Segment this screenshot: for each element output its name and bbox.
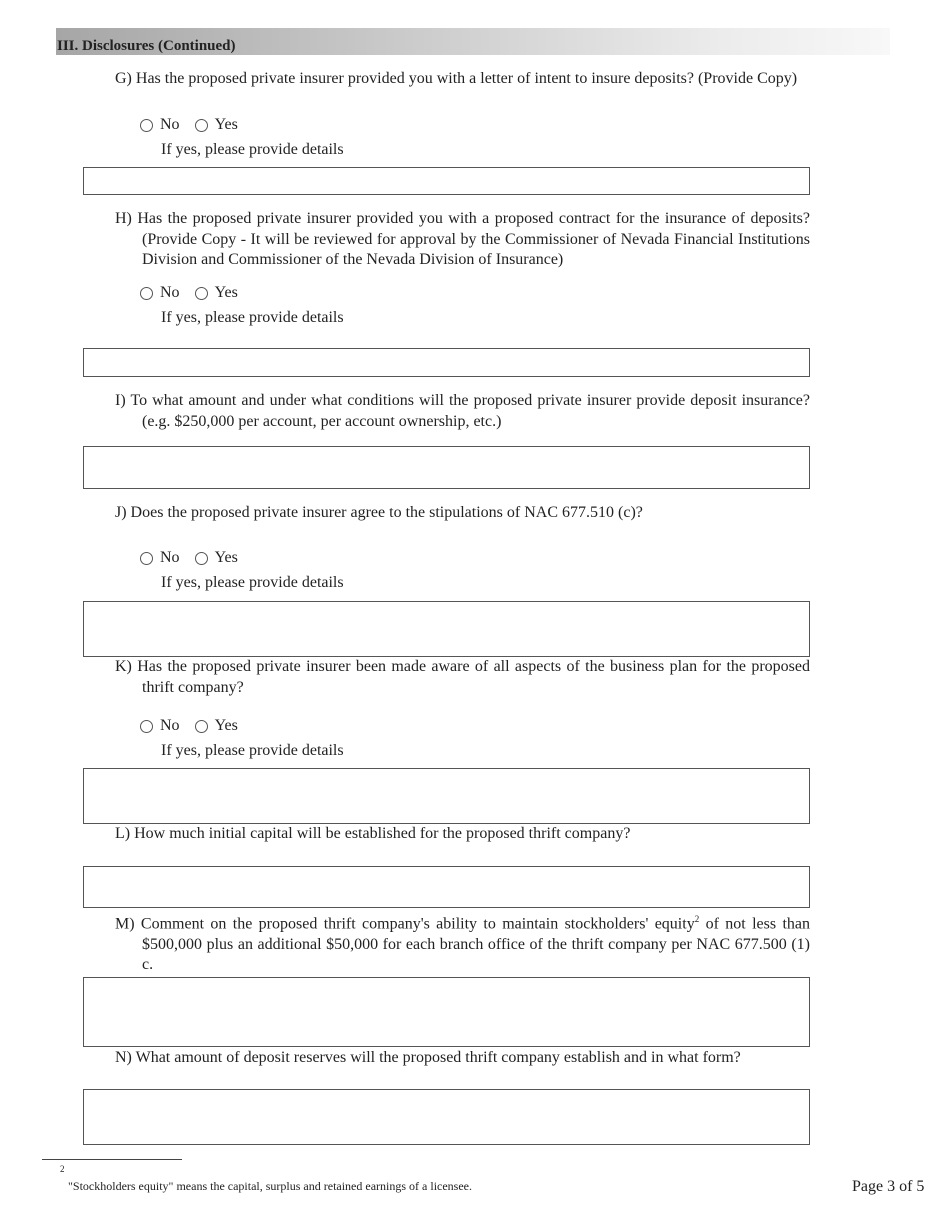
question-k-details-label: If yes, please provide details — [161, 742, 344, 759]
question-g-yes-radio[interactable] — [195, 119, 208, 132]
section-title: III. Disclosures (Continued) — [57, 38, 236, 54]
question-m-answer-field[interactable] — [83, 977, 810, 1047]
question-h: H) Has the proposed private insurer provided you with a proposed contract for the insurance of deposits? (Provide Copy - It will be reviewed for approval by the Commissioner of Nevada Financial Institutions Division and Commissioner of the Nevada Division of Insurance) — [115, 210, 810, 268]
radio-yes-label: Yes — [214, 116, 238, 133]
question-h-details-label: If yes, please provide details — [161, 309, 344, 326]
footnote-reference: 2 — [694, 914, 700, 924]
question-j-no-radio[interactable] — [140, 552, 153, 565]
question-k-radio-group — [140, 716, 253, 736]
question-h-yes-radio[interactable] — [195, 287, 208, 300]
radio-no-label: No — [160, 717, 180, 734]
question-g-details-field[interactable] — [83, 167, 810, 195]
question-i-answer-field[interactable] — [83, 446, 810, 489]
radio-yes-label: Yes — [214, 284, 238, 301]
radio-yes-label: Yes — [214, 717, 238, 734]
question-j-details-field[interactable] — [83, 601, 810, 657]
question-n-answer-field[interactable] — [83, 1089, 810, 1145]
question-g: G) Has the proposed private insurer provided you with a letter of intent to insure deposits? (Provide Copy) — [115, 70, 798, 87]
question-k-yes-radio[interactable] — [195, 720, 208, 733]
question-m-text-continued: of not less than $500,000 plus an additional $50,000 for each branch office of the thrift company per NAC 677.500 (1) c. — [142, 915, 810, 974]
question-j-radio-group — [140, 548, 253, 568]
footnote-text: "Stockholders equity" means the capital, surplus and retained earnings of a licensee. — [68, 1179, 473, 1193]
footnote-divider — [42, 1159, 182, 1160]
question-k: K) Has the proposed private insurer been made aware of all aspects of the business plan for the proposed thrift company? — [115, 658, 810, 696]
question-g-radio-group — [140, 115, 253, 135]
question-j-details-label: If yes, please provide details — [161, 574, 344, 591]
question-k-details-field[interactable] — [83, 768, 810, 824]
radio-no-label: No — [160, 549, 180, 566]
question-k-no-radio[interactable] — [140, 720, 153, 733]
page-number: Page 3 of 5 — [852, 1178, 925, 1195]
radio-no-label: No — [160, 284, 180, 301]
radio-yes-label: Yes — [214, 549, 238, 566]
question-m-text: M) Comment on the proposed thrift company's ability to maintain stockholders' equity — [115, 915, 695, 933]
question-h-details-field[interactable] — [83, 348, 810, 377]
question-h-no-radio[interactable] — [140, 287, 153, 300]
question-l-answer-field[interactable] — [83, 866, 810, 908]
question-n: N) What amount of deposit reserves will the proposed thrift company establish and in what form? — [115, 1049, 741, 1066]
question-j-yes-radio[interactable] — [195, 552, 208, 565]
footnote-mark: 2 — [60, 1164, 65, 1174]
question-m — [115, 909, 810, 976]
question-i: I) To what amount and under what conditions will the proposed private insurer provide deposit insurance? (e.g. $250,000 per account, per account ownership, etc.) — [115, 392, 810, 430]
question-g-no-radio[interactable] — [140, 119, 153, 132]
radio-no-label: No — [160, 116, 180, 133]
question-g-details-label: If yes, please provide details — [161, 141, 344, 158]
question-j: J) Does the proposed private insurer agree to the stipulations of NAC 677.510 (c)? — [115, 504, 643, 521]
question-l: L) How much initial capital will be established for the proposed thrift company? — [115, 825, 631, 842]
question-h-radio-group — [140, 283, 253, 303]
